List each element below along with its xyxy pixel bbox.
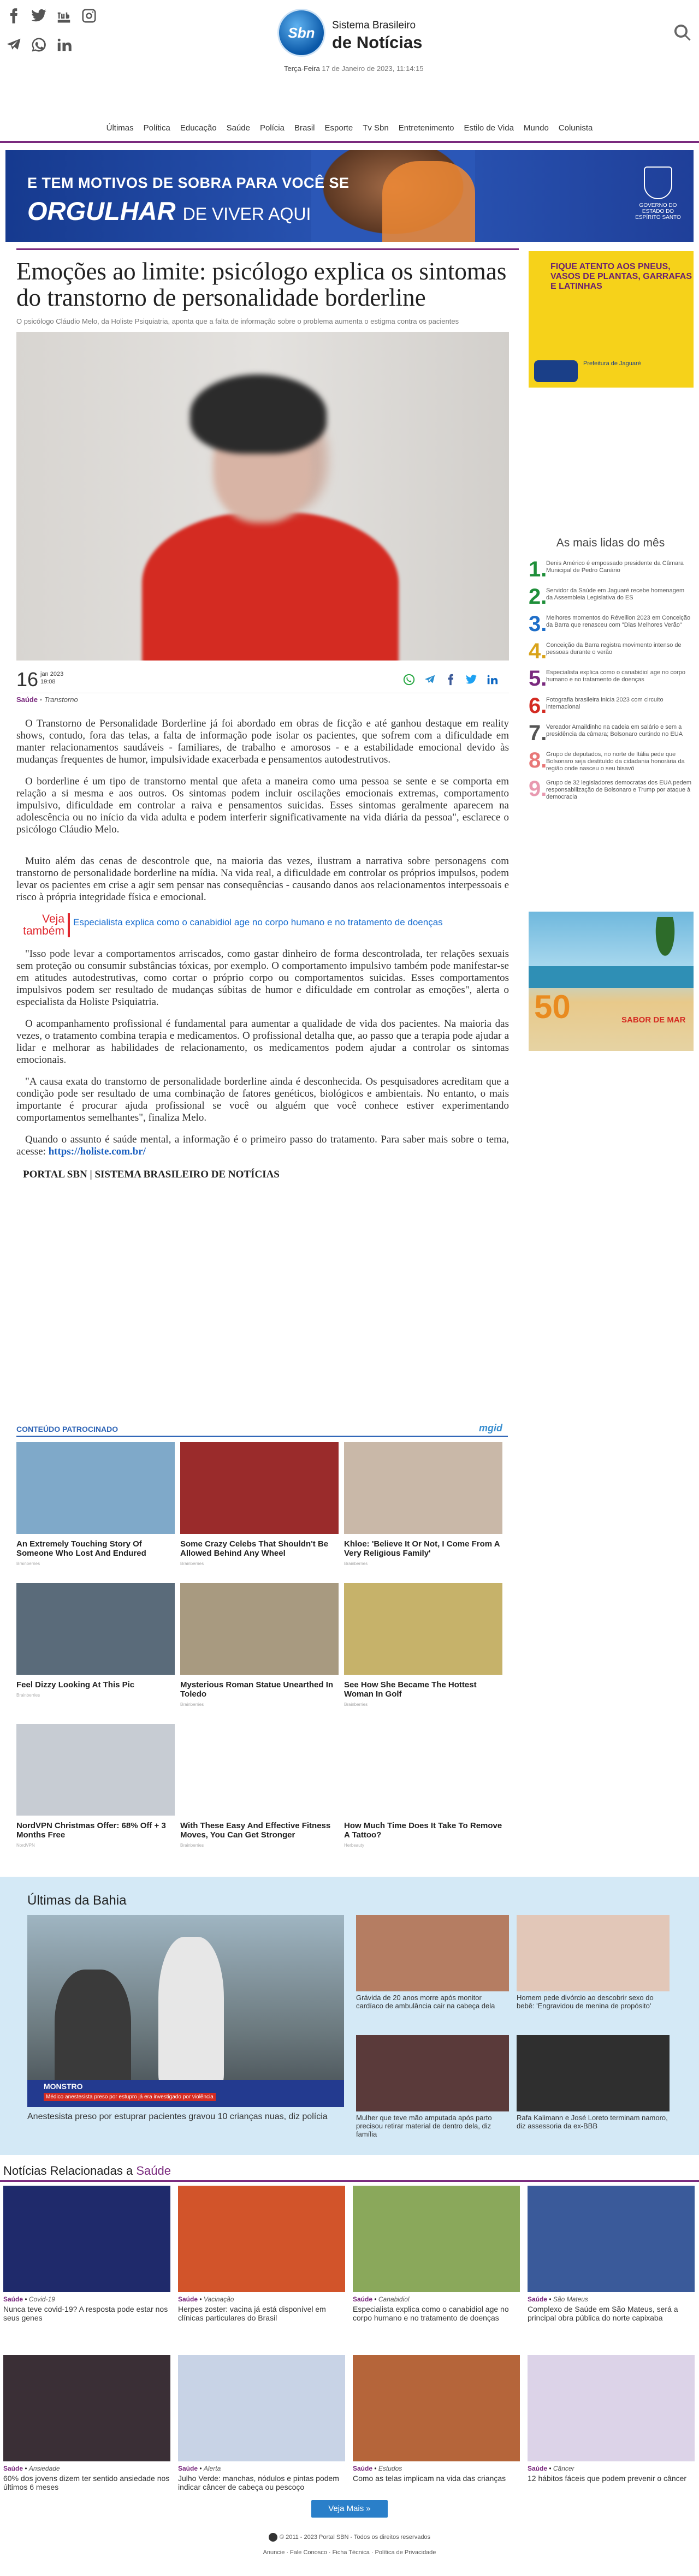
sponsored-card[interactable] xyxy=(180,1583,339,1724)
related-caption: 60% dos jovens dizem ter sentido ansiedade nos últimos 6 meses xyxy=(3,2474,170,2491)
share-telegram-icon[interactable] xyxy=(424,674,436,688)
related-category-name: Saúde xyxy=(353,2465,373,2472)
latest-story-image xyxy=(356,2035,509,2111)
latest-main-caption[interactable]: Anestesista preso por estuprar pacientes gravou 10 crianças nuas, diz polícia xyxy=(27,2112,328,2121)
related-card[interactable] xyxy=(178,2186,345,2355)
sponsored-image xyxy=(344,1724,502,1816)
nav-item-política[interactable]: Política xyxy=(143,123,170,133)
latest-bahia xyxy=(0,1877,699,2155)
paragraph: "Isso pode levar a comportamentos arriscados, como gastar dinheiro de forma descontrolada, ter relações sexuais sem proteção ou consumir substâncias tóxicas, por exemplo. O comportamento impulsivo também pode manifestar-se em atitudes autodestrutivas, como cortar o próprio corpo ou comportamentos suicidas. Esses comportamentos impulsivos podem ser resultado de mudanças súbitas de humor e dificuldade em controlar as emoções", alerta o especialista da Holiste Psiquiatria. xyxy=(16,948,509,1008)
paragraph: Muito além das cenas de descontrole que, na maioria das vezes, ilustram a narrativa sobre personagens com transtorno de personalidade borderline na mídia. Na vida real, a dificuldade em controlar os próprios impulsos, podem levar os pacientes em crise a agir sem pensar nas consequências - causando danos aos relacionamentos interpessoais e risco à própria integridade física e emocional. xyxy=(16,855,509,903)
nav-item-tv-sbn[interactable]: Tv Sbn xyxy=(363,123,389,133)
related-news xyxy=(0,2164,699,2491)
most-read-number: 1. xyxy=(529,557,547,581)
sponsored-source: Brainberries xyxy=(16,1561,40,1566)
most-read-number: 8. xyxy=(529,748,547,772)
see-also-link[interactable]: Especialista explica como o canabidiol age no corpo humano e no tratamento de doenças xyxy=(73,917,443,927)
nav-divider xyxy=(0,141,699,143)
sponsored-source: NordVPN xyxy=(16,1843,35,1848)
related-subcategory: Vacinação xyxy=(203,2295,234,2303)
sidebar-ad-beach[interactable] xyxy=(529,912,694,1051)
sponsored-card[interactable] xyxy=(180,1724,339,1865)
nav-item-últimas[interactable]: Últimas xyxy=(106,123,134,133)
banner-photo-detail xyxy=(382,161,475,242)
overlay-brand: MONSTRO xyxy=(44,2082,83,2091)
sponsored-card[interactable] xyxy=(16,1724,175,1865)
article xyxy=(16,248,509,1181)
sponsored-source: Brainberries xyxy=(344,1561,368,1566)
most-read-number: 6. xyxy=(529,694,547,718)
logo-line1: Sistema Brasileiro xyxy=(332,20,416,31)
ad-banner[interactable] xyxy=(5,150,694,242)
article-top-rule xyxy=(16,248,519,250)
related-category-name: Saúde xyxy=(3,2465,23,2472)
most-read-item[interactable] xyxy=(529,778,692,801)
mgid-logo[interactable]: mgid xyxy=(479,1423,502,1433)
paragraph: "A causa exata do transtorno de personalidade borderline ainda é desconhecida. Os pesquisadores acreditam que a condição pode ser resultado de uma combinação de fatores genéticos, biológicos e ambientais. No entanto, o mais importante é procurar ajuda profissional se você ou alguém que você conhece estiver experimentando comportamentos semelhantes", finaliza Melo. xyxy=(16,1076,509,1123)
related-caption: Como as telas implicam na vida das crianças xyxy=(353,2474,506,2483)
latest-story[interactable] xyxy=(517,2035,670,2130)
latest-main-story[interactable] xyxy=(27,1915,344,2107)
most-read-text: Melhores momentos do Réveillon 2023 em Conceição da Barra que renasceu com "Dias Melhores Verão" xyxy=(546,615,691,628)
sponsored-caption: NordVPN Christmas Offer: 68% Off + 3 Months Free xyxy=(16,1821,166,1840)
twitter-icon[interactable] xyxy=(31,8,56,27)
sponsored-caption: How Much Time Does It Take To Remove A Tattoo? xyxy=(344,1821,502,1840)
footer-link[interactable]: Ficha Técnica xyxy=(332,2549,370,2556)
overlay-text: Médico anestesista preso por estupro já era investigado por violência xyxy=(44,2093,216,2101)
most-read-text: Servidor da Saúde em Jaguaré recebe homenagem da Assembleia Legislativa do ES xyxy=(546,587,685,601)
related-caption: Nunca teve covid-19? A resposta pode estar nos seus genes xyxy=(3,2305,168,2322)
related-image xyxy=(3,2355,170,2461)
most-read-text: Denis Américo é empossado presidente da Câmara Municipal de Pedro Canário xyxy=(546,560,684,574)
nav-item-colunista[interactable]: Colunista xyxy=(558,123,593,133)
most-read-text: Especialista explica como o canabidiol age no corpo humano e no tratamento de doenças xyxy=(546,669,685,683)
footer-logo-icon xyxy=(269,2533,277,2542)
related-image xyxy=(353,2186,520,2292)
footer-link[interactable]: Política de Privacidade xyxy=(375,2549,436,2556)
sponsored-card[interactable] xyxy=(16,1442,175,1583)
related-caption: 12 hábitos fáceis que podem prevenir o câncer xyxy=(528,2474,687,2483)
article-subtitle: O psicólogo Cláudio Melo, da Holiste Psiquiatria, aponta que a falta de informação sobre o problema aumenta o estigma contra os pacientes xyxy=(16,317,459,325)
related-subcategory: Estudos xyxy=(378,2465,402,2472)
nav-item-educação[interactable]: Educação xyxy=(180,123,217,133)
sponsored-card[interactable] xyxy=(344,1442,502,1583)
banner-line2: ORGULHAR DE VIVER AQUI xyxy=(27,197,311,225)
share-linkedin-icon[interactable] xyxy=(486,674,498,688)
related-card[interactable] xyxy=(178,2355,345,2524)
related-category: Saúde • Covid-19 xyxy=(3,2295,55,2303)
most-read-item[interactable] xyxy=(529,640,692,662)
most-read-number: 3. xyxy=(529,612,547,636)
paragraph: O Transtorno de Personalidade Borderline já foi abordado em obras de ficção e até ganhou destaque em reality shows, contudo, fora das telas, a falta de informação pode isolar os pacientes, que sofrem com a dificuldade em manter relacionamentos saudáveis - familiares, de trabalho e amorosos - e a estabilidade emocional devido às mudanças frequentes de humor, impulsividade exacerbada e pensamentos autodestrutivos. xyxy=(16,718,509,765)
related-card[interactable] xyxy=(528,2186,695,2355)
related-caption: Complexo de Saúde em São Mateus, será a principal obra pública do norte capixaba xyxy=(528,2305,678,2322)
related-subcategory: Câncer xyxy=(553,2465,574,2472)
related-category: Saúde • Ansiedade xyxy=(3,2465,60,2472)
most-read-title: As mais lidas do mês xyxy=(556,537,665,549)
sponsored-image xyxy=(16,1724,175,1816)
site-header xyxy=(0,0,699,76)
nav-item-mundo[interactable]: Mundo xyxy=(523,123,549,133)
sponsored-card[interactable] xyxy=(16,1583,175,1724)
related-caption: Herpes zoster: vacina já está disponível em clínicas particulares do Brasil xyxy=(178,2305,326,2322)
related-category: Saúde • Alerta xyxy=(178,2465,221,2472)
related-title: Notícias Relacionadas a Saúde xyxy=(3,2164,171,2178)
latest-story[interactable] xyxy=(517,1915,670,2010)
sidebar-ad-text: FIQUE ATENTO AOS PNEUS, VASOS DE PLANTAS, GARRAFAS E LATINHAS xyxy=(550,262,692,291)
most-read-number: 7. xyxy=(529,721,547,745)
paragraph: O borderline é um tipo de transtorno mental que afeta a maneira como uma pessoa se sente e se comporta em relação a si mesma e aos outros. Os sintomas podem incluir oscilações emocionais extremas, comportamento impulsivo, dificuldade em controlar a raiva e pensamentos suicidas. Esses sintomas geralmente aparecem na adolescência ou no início da vida adulta e podem interferir significativamente na vida diária da pessoa", esclarece o psicólogo Cláudio Melo. xyxy=(16,776,509,835)
latest-story-caption: Mulher que teve mão amputada após parto precisou retirar material de dentro dela, diz família xyxy=(356,2114,492,2138)
sidebar-ad-sponsor: Prefeitura de Jaguaré xyxy=(583,360,641,367)
sponsored-header: CONTEÚDO PATROCINADO mgid xyxy=(16,1425,508,1437)
see-also-box xyxy=(16,913,509,937)
banner-government-seal: GOVERNO DO ESTADO DO ESPÍRITO SANTO xyxy=(633,166,683,221)
related-category: Saúde • Estudos xyxy=(353,2465,402,2472)
article-title: Emoções ao limite: psicólogo explica os sintomas do transtorno de personalidade borderline xyxy=(16,258,507,311)
related-category: Saúde • Câncer xyxy=(528,2465,574,2472)
main-nav xyxy=(0,123,699,133)
sponsored-caption: Some Crazy Celebs That Shouldn't Be Allowed Behind Any Wheel xyxy=(180,1539,329,1558)
sponsored-image xyxy=(344,1583,502,1675)
most-read-item[interactable] xyxy=(529,749,692,772)
nav-item-polícia[interactable]: Polícia xyxy=(259,123,285,133)
related-category-name: Saúde xyxy=(528,2295,548,2303)
latest-bahia-title: Últimas da Bahia xyxy=(27,1893,127,1908)
related-image xyxy=(528,2355,695,2461)
sponsored-source: Brainberries xyxy=(180,1843,204,1848)
most-read-list xyxy=(529,558,692,801)
nav-item-estilo-de-vida[interactable]: Estilo de Vida xyxy=(464,123,514,133)
related-subcategory: Covid-19 xyxy=(28,2295,55,2303)
related-image xyxy=(353,2355,520,2461)
related-subcategory: Alerta xyxy=(203,2465,221,2472)
logo-mark: Sbn xyxy=(277,9,325,57)
nav-item-entretenimento[interactable]: Entretenimento xyxy=(398,123,454,133)
related-image xyxy=(3,2186,170,2292)
latest-story-image xyxy=(517,1915,670,1991)
article-photo xyxy=(16,332,509,661)
most-read-text: Conceição da Barra registra movimento intenso de pessoas durante o verão xyxy=(546,642,682,656)
most-read-text: Grupo de deputados, no norte de Itália pede que Bolsonaro seja destituído da cidadania honorária da região onde nasceu o seu bisavô xyxy=(546,751,685,772)
sponsored-image xyxy=(344,1442,502,1534)
nav-item-esporte[interactable]: Esporte xyxy=(324,123,353,133)
sponsored-source: Brainberries xyxy=(16,1693,40,1698)
share-facebook-icon[interactable] xyxy=(445,674,457,688)
sponsored-source: Brainberries xyxy=(180,1702,204,1707)
most-read-item[interactable] xyxy=(529,613,692,635)
site-footer xyxy=(0,2533,699,2556)
see-more-button[interactable]: Veja Mais » xyxy=(311,2500,388,2518)
sponsored-image xyxy=(16,1442,175,1534)
paragraph: O acompanhamento profissional é fundamental para aumentar a qualidade de vida dos pacientes. Na maioria das vezes, o tratamento combina terapia e medicamentos. O profissional detalha que, ao passo que a terapia pode ajudar a lidar e melhorar as habilidades de relacionamento, os medicamentos podem ajudar a controlar os sintomas emocionais. xyxy=(16,1018,509,1066)
portal-signature: PORTAL SBN | SISTEMA BRASILEIRO DE NOTÍCIAS xyxy=(23,1169,280,1180)
sponsored-image xyxy=(180,1583,339,1675)
most-read xyxy=(529,537,692,806)
most-read-text: Fotografia brasileira inicia 2023 com circuito internacional xyxy=(546,697,664,710)
related-category: Saúde • São Mateus xyxy=(528,2295,588,2303)
telegram-icon[interactable] xyxy=(5,37,31,56)
sponsored-caption: Feel Dizzy Looking At This Pic xyxy=(16,1680,135,1689)
share-twitter-icon[interactable] xyxy=(465,674,477,688)
related-category-name: Saúde xyxy=(353,2295,373,2303)
latest-story[interactable] xyxy=(356,1915,509,2010)
article-body xyxy=(16,718,509,1181)
most-read-item[interactable] xyxy=(529,558,692,580)
search-icon[interactable] xyxy=(673,23,692,43)
related-category: Saúde • Vacinação xyxy=(178,2295,234,2303)
facebook-icon[interactable] xyxy=(5,8,31,27)
related-caption: Especialista explica como o canabidiol age no corpo humano e no tratamento de doenças xyxy=(353,2305,509,2322)
site-logo[interactable] xyxy=(277,9,425,58)
related-card[interactable] xyxy=(528,2355,695,2524)
latest-story-caption: Homem pede divórcio ao descobrir sexo do bebê: 'Engravidou de menina de propósito' xyxy=(517,1994,654,2010)
ad-number: 50 xyxy=(534,989,571,1025)
see-also-label: Veja também xyxy=(16,913,70,937)
related-card[interactable] xyxy=(353,2355,520,2524)
related-category-name: Saúde xyxy=(3,2295,23,2303)
logo-line2: de Notícias xyxy=(332,33,423,52)
related-category-name: Saúde xyxy=(528,2465,548,2472)
banner-line1: E TEM MOTIVOS DE SOBRA PARA VOCÊ SE xyxy=(27,175,350,191)
sponsored-image xyxy=(16,1583,175,1675)
latest-story-image xyxy=(356,1915,509,1991)
footer-link[interactable]: Fale Conosco xyxy=(290,2549,327,2556)
youtube-icon[interactable] xyxy=(56,8,81,27)
related-image xyxy=(528,2186,695,2292)
related-subcategory: Ansiedade xyxy=(28,2465,60,2472)
sponsored-caption: Khloe: 'Believe It Or Not, I Come From A Very Religious Family' xyxy=(344,1539,500,1558)
paragraph: Quando o assunto é saúde mental, a informação é o primeiro passo do tratamento. Para saber mais sobre o tema, acesse: https://holiste.com.br/ xyxy=(16,1134,509,1157)
sponsored-source: Brainberries xyxy=(180,1561,204,1566)
share-buttons xyxy=(403,674,498,688)
related-image xyxy=(178,2355,345,2461)
most-read-text: Grupo de 32 legisladores democratas dos EUA pedem responsabilização de Bolsonaro e Trump por ataque à democracia xyxy=(546,780,691,800)
sponsored-source: Brainberries xyxy=(344,1702,368,1707)
nav-item-brasil[interactable]: Brasil xyxy=(294,123,315,133)
related-card[interactable] xyxy=(353,2186,520,2355)
sponsored-grid xyxy=(16,1442,508,1865)
related-caption: Julho Verde: manchas, nódulos e pintas podem indicar câncer de cabeça ou pescoço xyxy=(178,2474,339,2491)
footer-links: Anuncie · Fale Conosco · Ficha Técnica · Política de Privacidade xyxy=(263,2549,436,2556)
most-read-number: 2. xyxy=(529,585,547,609)
most-read-item[interactable] xyxy=(529,668,692,689)
whatsapp-icon[interactable] xyxy=(31,37,56,56)
sponsored-card[interactable] xyxy=(344,1583,502,1724)
article-meta-row xyxy=(16,664,509,693)
sidebar-ad-dengue[interactable] xyxy=(529,251,694,388)
sponsored-image xyxy=(180,1724,339,1816)
most-read-number: 4. xyxy=(529,639,547,663)
related-card[interactable] xyxy=(3,2355,170,2524)
related-divider xyxy=(0,2180,699,2182)
related-grid xyxy=(3,2186,695,2524)
most-read-number: 9. xyxy=(529,777,547,801)
sponsored-caption: An Extremely Touching Story Of Someone Who Lost And Endured xyxy=(16,1539,146,1558)
ad-palm xyxy=(643,917,687,988)
most-read-item[interactable] xyxy=(529,586,692,608)
most-read-text: Vereador Amaildinho na cadeia em salário e sem a presidência da câmara; Bolsonaro curtindo no EUA xyxy=(546,724,683,737)
sponsored-card[interactable] xyxy=(344,1724,502,1865)
sponsored-content xyxy=(16,1425,508,1865)
nav-item-saúde[interactable]: Saúde xyxy=(226,123,250,133)
holiste-link[interactable]: https://holiste.com.br/ xyxy=(48,1146,146,1157)
ad-label: SABOR DE MAR xyxy=(621,1015,686,1025)
copyright: © 2011 - 2023 Portal SBN - Todos os direitos reservados xyxy=(279,2533,431,2541)
related-category-name: Saúde xyxy=(178,2465,198,2472)
prefeitura-logo xyxy=(534,360,578,382)
related-subcategory: Canabidiol xyxy=(378,2295,410,2303)
latest-story[interactable] xyxy=(356,2035,509,2138)
sponsored-source: Herbeauty xyxy=(344,1843,364,1848)
sponsored-image xyxy=(180,1442,339,1534)
related-image xyxy=(178,2186,345,2292)
related-category-name: Saúde xyxy=(178,2295,198,2303)
linkedin-icon[interactable] xyxy=(56,37,81,56)
most-read-number: 5. xyxy=(529,667,547,691)
related-subcategory: São Mateus xyxy=(553,2295,588,2303)
share-whatsapp-icon[interactable] xyxy=(403,674,415,688)
sponsored-caption: See How She Became The Hottest Woman In Golf xyxy=(344,1680,477,1699)
most-read-item[interactable] xyxy=(529,695,692,717)
latest-story-image xyxy=(517,2035,670,2111)
sponsored-card[interactable] xyxy=(180,1442,339,1583)
latest-story-caption: Rafa Kalimann e José Loreto terminam namoro, diz assessoria da ex-BBB xyxy=(517,2114,668,2130)
related-category: Saúde • Canabidiol xyxy=(353,2295,410,2303)
social-links xyxy=(5,8,106,56)
related-card[interactable] xyxy=(3,2186,170,2355)
sponsored-caption: With These Easy And Effective Fitness Moves, You Can Get Stronger xyxy=(180,1821,331,1840)
article-category[interactable]: Saúde • Transtorno xyxy=(16,695,78,704)
instagram-icon[interactable] xyxy=(81,8,106,27)
latest-story-caption: Grávida de 20 anos morre após monitor cardíaco de ambulância cair na cabeça dela xyxy=(356,1994,495,2010)
footer-link[interactable]: Anuncie xyxy=(263,2549,285,2556)
current-date: Terça-Feira 17 de Janeiro de 2023, 11:14:15 xyxy=(284,64,424,73)
most-read-item[interactable] xyxy=(529,722,692,744)
article-date: 16 jan 2023 19:08 xyxy=(16,668,64,691)
sponsored-caption: Mysterious Roman Statue Unearthed In Toledo xyxy=(180,1680,334,1699)
